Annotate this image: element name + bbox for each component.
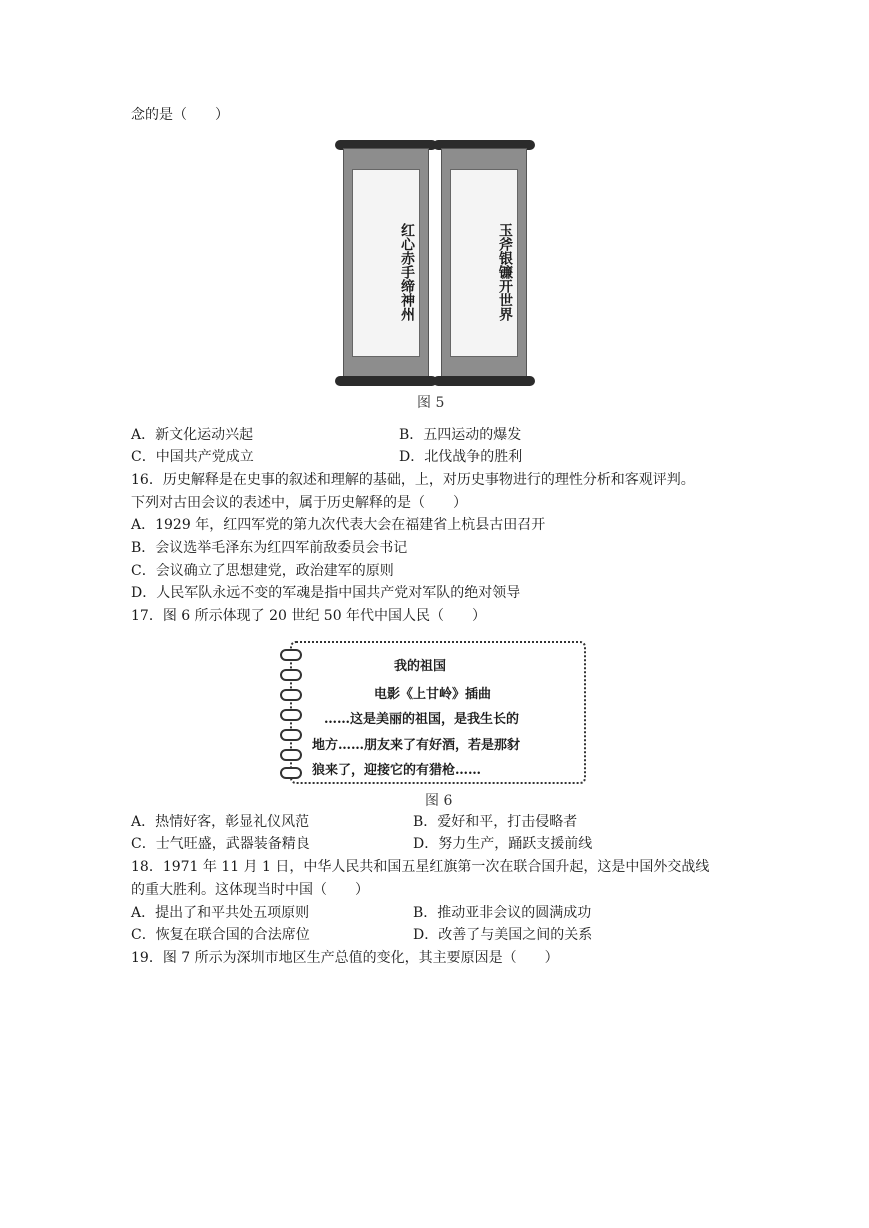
right-scroll	[439, 140, 529, 386]
scroll-rod	[433, 376, 535, 386]
right-scroll-text: 玉斧银镰开世界	[497, 223, 513, 321]
q16-stem-line1: 16．历史解释是在史事的叙述和理解的基础，上，对历史事物进行的理性分析和客观评判。	[131, 472, 695, 488]
question-continuation: 念的是（ ）	[131, 107, 229, 123]
figure-6-caption: 图 6	[425, 793, 453, 809]
binding-ring	[280, 649, 302, 661]
binding-ring	[280, 767, 302, 779]
binding-ring	[280, 729, 302, 741]
q19-stem: 19．图 7 所示为深圳市地区生产总值的变化，其主要原因是（ ）	[131, 950, 559, 966]
q18-option-c: C．恢复在联合国的合法席位	[131, 927, 310, 943]
binding-ring	[280, 709, 302, 721]
binding-ring	[280, 749, 302, 761]
q16-option-b: B．会议选举毛泽东为红四军前敌委员会书记	[131, 540, 408, 556]
left-scroll-text: 红心赤手缔神州	[399, 223, 415, 321]
q16-option-c: C．会议确立了思想建党，政治建军的原则	[131, 563, 394, 579]
q18-option-b: B．推动亚非会议的圆满成功	[413, 905, 592, 921]
q16-option-a: A．1929 年，红四军党的第九次代表大会在福建省上杭县古田召开	[131, 517, 546, 533]
q18-stem-line1: 18．1971 年 11 月 1 日，中华人民共和国五星红旗第一次在联合国升起，这是中国外交战线	[131, 859, 710, 875]
q15-option-a: A．新文化运动兴起	[131, 427, 254, 443]
song-title: 我的祖国	[394, 659, 447, 674]
binding-ring	[280, 669, 302, 681]
lyrics-line-1: ……这是美丽的祖国，是我生长的	[324, 712, 520, 727]
q16-stem-line2: 下列对古田会议的表述中，属于历史解释的是（ ）	[131, 495, 467, 511]
lyrics-line-2: 地方……朋友来了有好酒，若是那豺	[312, 738, 521, 753]
figure-5-caption: 图 5	[417, 395, 445, 411]
q18-option-a: A．提出了和平共处五项原则	[131, 905, 310, 921]
q15-option-b: B．五四运动的爆发	[399, 427, 522, 443]
q16-option-d: D．人民军队永远不变的军魂是指中国共产党对军队的绝对领导	[131, 585, 521, 601]
q18-option-d: D．改善了与美国之间的关系	[413, 927, 593, 943]
q17-option-c: C．士气旺盛，武器装备精良	[131, 836, 310, 852]
q15-option-d: D．北伐战争的胜利	[399, 449, 523, 465]
q18-stem-line2: 的重大胜利。这体现当时中国（ ）	[131, 882, 369, 898]
lyrics-line-3: 狼来了，迎接它的有猎枪……	[312, 763, 482, 778]
figure-6	[276, 641, 588, 786]
binding-ring	[280, 689, 302, 701]
q17-option-a: A．热情好客，彰显礼仪风范	[131, 814, 310, 830]
scroll-rod	[335, 376, 437, 386]
q17-option-d: D．努力生产，踊跃支援前线	[413, 836, 593, 852]
q17-stem: 17．图 6 所示体现了 20 世纪 50 年代中国人民（ ）	[131, 608, 487, 624]
song-subtitle: 电影《上甘岭》插曲	[374, 687, 492, 702]
left-scroll	[341, 140, 431, 386]
q17-option-b: B．爱好和平，打击侵略者	[413, 814, 578, 830]
q15-option-c: C．中国共产党成立	[131, 449, 254, 465]
